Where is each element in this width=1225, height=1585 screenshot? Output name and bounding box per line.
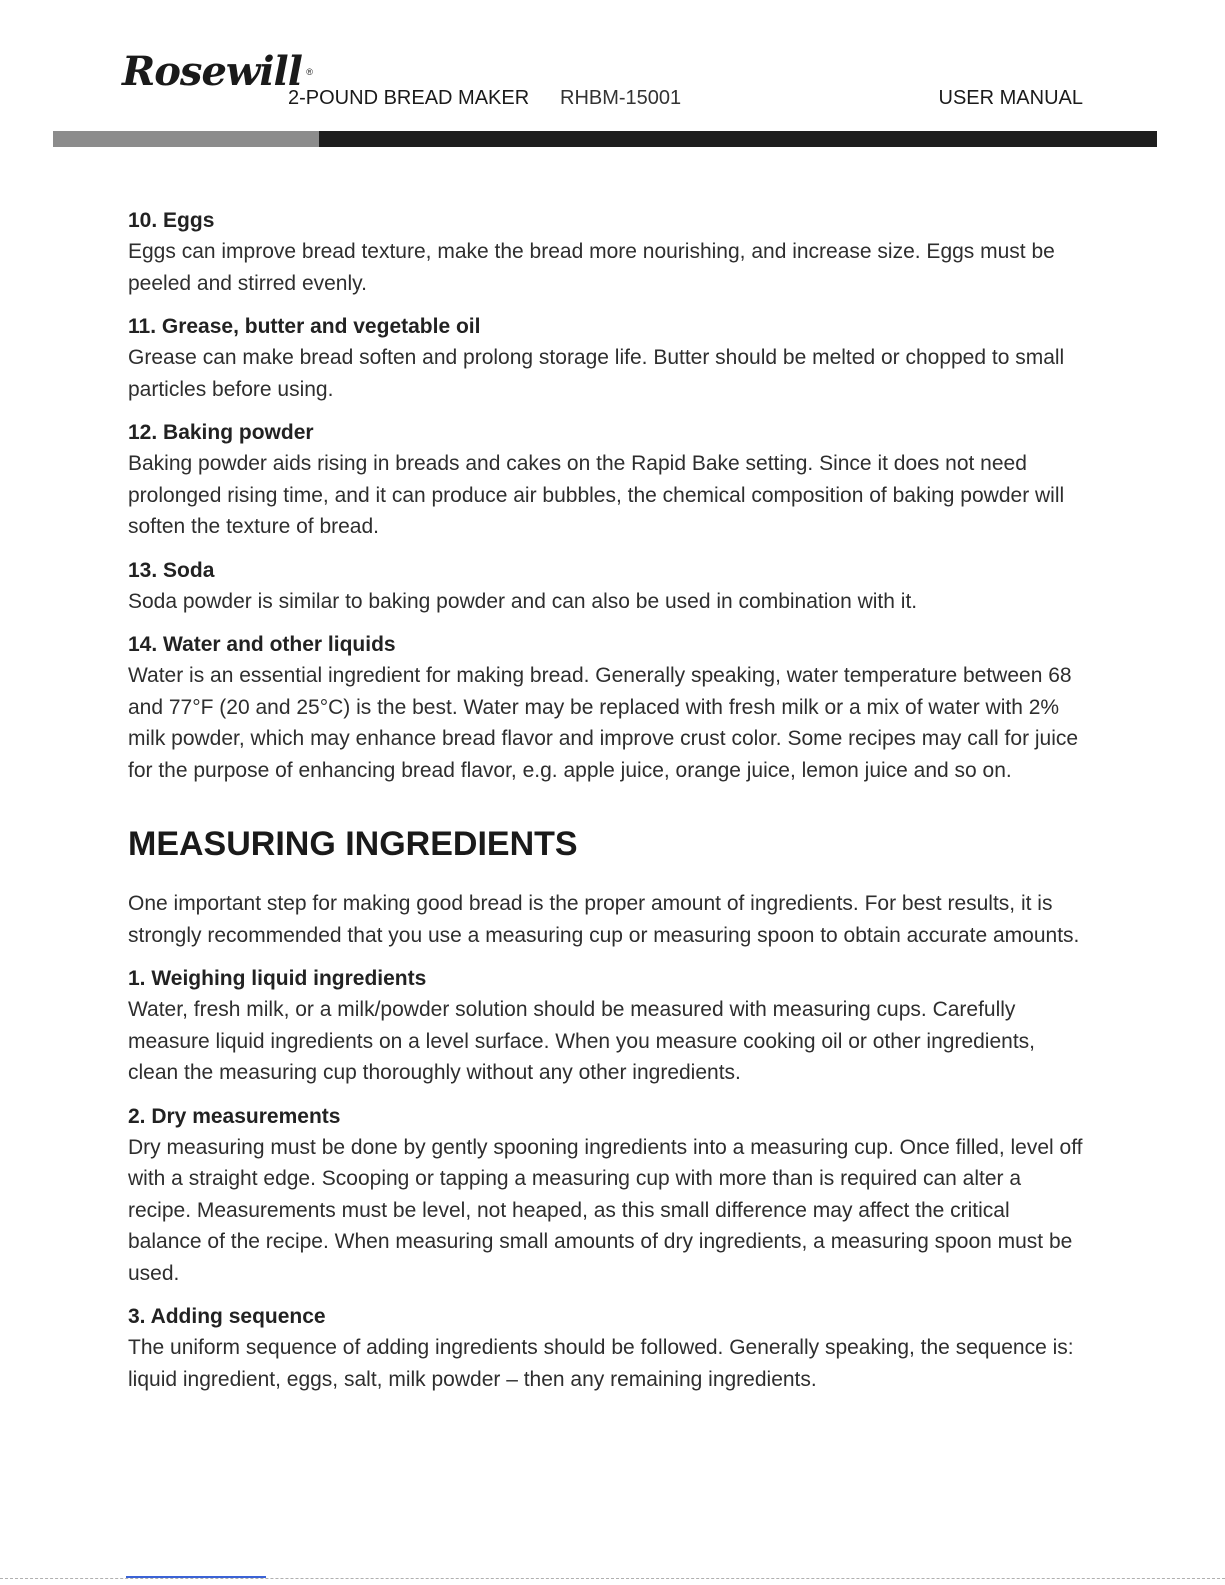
product-name: 2-POUND BREAD MAKER xyxy=(288,87,530,109)
section-weighing-liquid xyxy=(128,963,1088,1089)
header-rule-dark xyxy=(319,131,1157,147)
section-soda xyxy=(128,555,1088,618)
footer-accent-line xyxy=(126,1576,266,1578)
model-number: RHBM-15001 xyxy=(560,87,682,109)
section-body: Water, fresh milk, or a milk/powder solution should be measured with measuring cups. Carefully measure liquid ingredients on a level surface. When you measure cooking oil or other ingredients, clean the measuring cup thoroughly without any other ingredients. xyxy=(128,998,1035,1084)
measuring-title: MEASURING INGREDIENTS xyxy=(128,825,578,863)
rosewill-logo xyxy=(122,48,312,95)
footer-rule xyxy=(0,1578,1225,1579)
section-body: Eggs can improve bread texture, make the bread more nourishing, and increase size. Eggs must be peeled and stirred evenly. xyxy=(128,240,1055,295)
section-body: The uniform sequence of adding ingredients should be followed. Generally speaking, the sequence is: liquid ingredient, eggs, salt, milk powder – then any remaining ingredients. xyxy=(128,1336,1074,1391)
header-rule-gray xyxy=(53,131,319,147)
section-body: Grease can make bread soften and prolong storage life. Butter should be melted or chopped to small particles before using. xyxy=(128,346,1065,401)
document-type: USER MANUAL xyxy=(938,87,1083,109)
section-heading: 12. Baking powder xyxy=(128,421,314,444)
section-body: Soda powder is similar to baking powder and can also be used in combination with it. xyxy=(128,589,918,613)
section-heading: 2. Dry measurements xyxy=(128,1104,341,1128)
brand-name: Rosewill xyxy=(122,48,302,95)
section-heading: 1. Weighing liquid ingredients xyxy=(128,967,427,990)
section-grease xyxy=(128,311,1088,405)
section-dry-measurements xyxy=(128,1101,1088,1290)
section-eggs xyxy=(128,205,1088,299)
section-body: Baking powder aids rising in breads and cakes on the Rapid Bake setting. Since it does not need prolonged rising time, and it can produce air bubbles, the chemical composition of baking powder will soften the texture of bread. xyxy=(128,452,1065,538)
section-body: Dry measuring must be done by gently spooning ingredients into a measuring cup. Once filled, level off with a straight edge. Scooping or tapping a measuring cup with more than is required can alter a recipe. Measurements must be level, not heaped, as this small difference may affect the critical balance of the recipe. When measuring small amounts of dry ingredients, a measuring spoon must be used. xyxy=(128,1135,1083,1285)
measuring-intro: One important step for making good bread is the proper amount of ingredients. For best results, it is strongly recommended that you use a measuring cup or measuring spoon to obtain accurate amounts. xyxy=(128,892,1080,947)
registered-mark: ® xyxy=(306,67,312,77)
section-water xyxy=(128,629,1088,786)
section-heading: 11. Grease, butter and vegetable oil xyxy=(128,315,481,338)
section-body: Water is an essential ingredient for making bread. Generally speaking, water temperature between 68 and 77°F (20 and 25°C) is the best. Water may be replaced with fresh milk or a mix of water with 2% milk powder, which may enhance bread flavor and improve crust color. Some recipes may call for juice for the purpose of enhancing bread flavor, e.g. apple juice, orange juice, lemon juice and so on. xyxy=(128,664,1079,782)
page-header xyxy=(0,0,1225,150)
section-heading: 3. Adding sequence xyxy=(128,1305,326,1328)
section-heading: 10. Eggs xyxy=(128,209,215,232)
section-heading: 13. Soda xyxy=(128,558,215,582)
section-adding-sequence xyxy=(128,1301,1088,1395)
page-content xyxy=(128,205,1088,1407)
section-baking-powder xyxy=(128,417,1088,543)
section-heading: 14. Water and other liquids xyxy=(128,633,396,656)
